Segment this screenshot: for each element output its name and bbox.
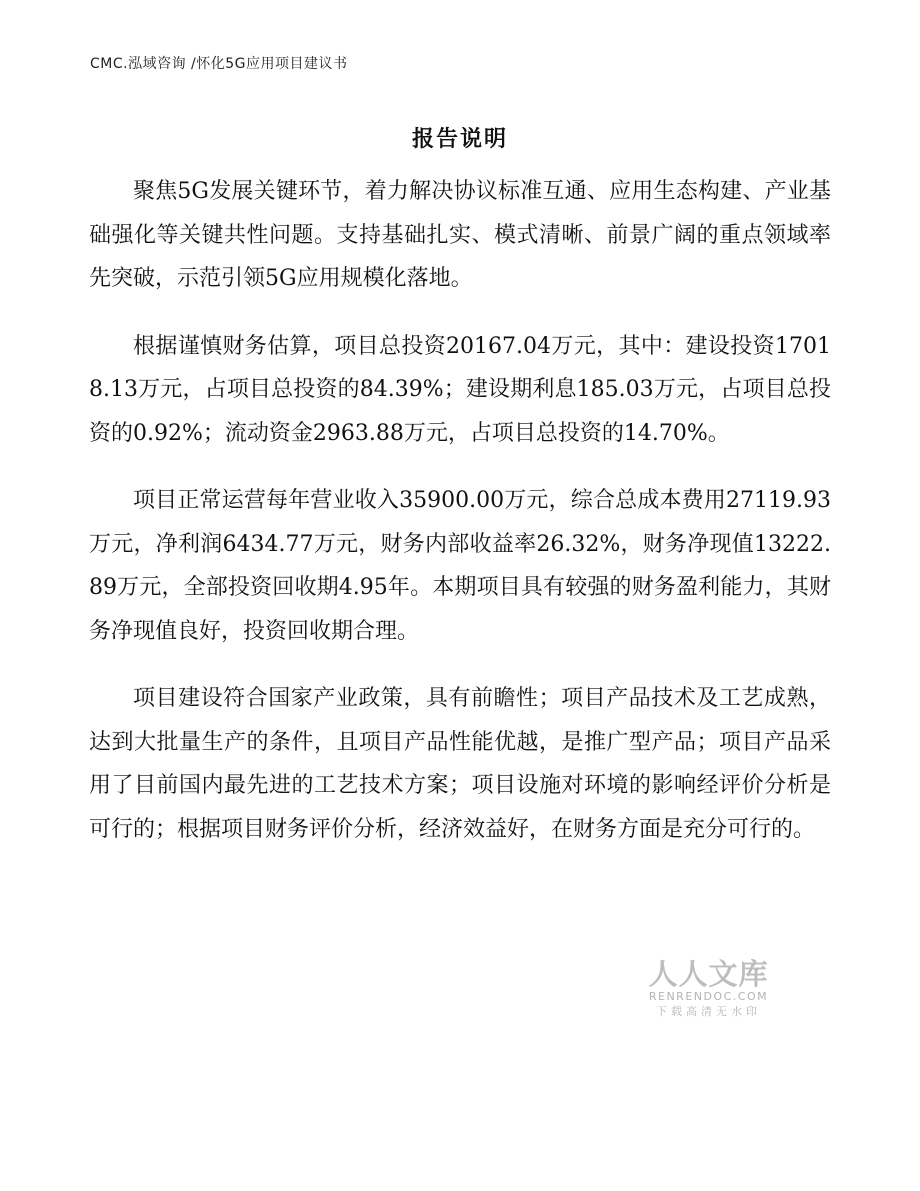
watermark-brand: 人人文库 [648,957,769,991]
watermark-logo [641,958,776,1020]
header-divider [90,78,830,79]
watermark-tagline: 下载高清无水印 [656,1005,761,1018]
running-header: CMC.泓域咨询 /怀化5G应用项目建议书 [90,56,348,72]
paragraph-revenue: 项目正常运营每年营业收入35900.00万元，综合总成本费用27119.93万元，净利润6434.77万元，财务内部收益率26.32%，财务净现值13222.89万元，全部投资回收期4.95年。本期项目具有较强的财务盈利能力，其财务净现值良好，投资回收期合理。 [89,488,831,644]
paragraph-investment: 根据谨慎财务估算，项目总投资20167.04万元，其中：建设投资17018.13万元，占项目总投资的84.39%；建设期利息185.03万元，占项目总投资的0.92%；流动资金2963.88万元，占项目总投资的14.70%。 [89,333,831,446]
watermark-domain: RENRENDOC.COM [648,990,769,1003]
report-body [89,170,831,875]
paragraph-conclusion: 项目建设符合国家产业政策，具有前瞻性；项目产品技术及工艺成熟，达到大批量生产的条件，且项目产品性能优越，是推广型产品；项目产品采用了目前国内最先进的工艺技术方案；项目设施对环境的影响经评价分析是可行的；根据项目财务评价分析，经济效益好，在财务方面是充分可行的。 [89,686,831,842]
paragraph-focus: 聚焦5G发展关键环节，着力解决协议标准互通、应用生态构建、产业基础强化等关键共性问题。支持基础扎实、模式清晰、前景广阔的重点领域率先突破，示范引领5G应用规模化落地。 [89,179,831,291]
page-title: 报告说明 [411,126,508,152]
